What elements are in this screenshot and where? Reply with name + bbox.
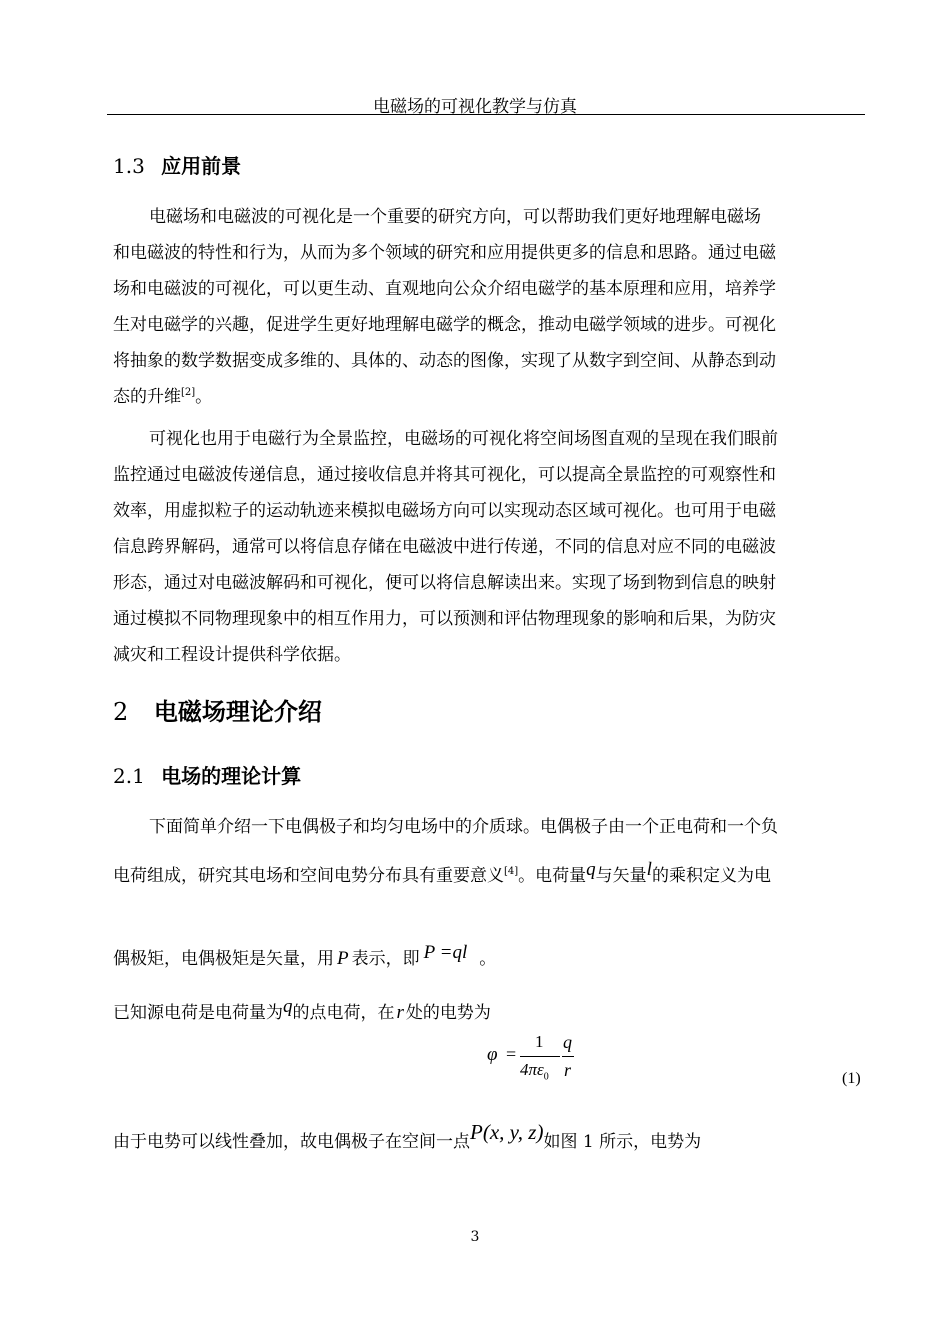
text-line: 效率，用虚拟粒子的运动轨迹来模拟电磁场方向可以实现动态区域可视化。也可用于电磁 [113, 501, 776, 521]
text-line: 形态，通过对电磁波解码和可视化，便可以将信息解读出来。实现了场到物到信息的映射 [113, 573, 776, 593]
text: 的乘积定义为电 [651, 866, 771, 886]
numerator-1: 1 [535, 1032, 544, 1051]
math-q: q [283, 996, 293, 1017]
text: 表示，即 [351, 949, 420, 969]
text: 与矢量 [595, 866, 647, 886]
text-line: 减灾和工程设计提供科学依据。 [113, 645, 351, 665]
math-r: r [396, 1002, 404, 1023]
text-line: 将抽象的数学数据变成多维的、具体的、动态的图像，实现了从数字到空间、从静态到动 [113, 351, 776, 371]
text: 由于电势可以线性叠加，故电偶极子在空间一点 [113, 1132, 470, 1152]
text-line: 场和电磁波的可视化，可以更生动、直观地向公众介绍电磁学的基本原理和应用，培养学 [113, 279, 776, 299]
text-line: 生对电磁学的兴趣，促进学生更好地理解电磁学的概念，推动电磁学领域的进步。可视化 [113, 315, 776, 335]
text-line-last [113, 382, 212, 407]
text: 处的电势为 [405, 1003, 491, 1023]
text: 如图 1 所示，电势为 [543, 1132, 702, 1152]
math-point-P: P(x, y, z) [470, 1120, 544, 1144]
paragraph-4 [113, 998, 491, 1024]
denominator-r: r [564, 1060, 572, 1080]
text: 的点电荷，在 [292, 1003, 395, 1023]
section-title: 电场的理论计算 [161, 764, 302, 788]
text-line: 电磁场和电磁波的可视化是一个重要的研究方向，可以帮助我们更好地理解电磁场 [149, 207, 761, 227]
text: 态的升维 [113, 387, 181, 407]
phi-symbol: φ [487, 1044, 498, 1065]
text-line: 下面简单介绍一下电偶极子和均匀电场中的介质球。电偶极子由一个正电荷和一个负 [149, 817, 778, 837]
text: 已知源电荷是电荷量为 [113, 1003, 283, 1023]
text: 电荷组成，研究其电场和空间电势分布具有重要意义 [113, 866, 504, 886]
text: 。电荷量 [518, 866, 587, 886]
equation-label: (1) [842, 1070, 861, 1087]
text-line [113, 861, 771, 887]
section-title: 应用前景 [161, 154, 242, 178]
header-rule [107, 114, 865, 115]
formula-1 [484, 1032, 594, 1088]
text-line: 可视化也用于电磁行为全景监控，电磁场的可视化将空间场图直观的呈现在我们眼前 [149, 429, 778, 449]
math-P: P [337, 948, 349, 969]
numerator-q: q [563, 1032, 572, 1052]
math-l: l [646, 859, 652, 880]
fraction-bar [520, 1056, 560, 1057]
text: 。 [195, 387, 213, 407]
text-line: 监控通过电磁波传递信息，通过接收信息并将其可视化，可以提高全景监控的可观察性和 [113, 465, 776, 485]
section-heading-2-1 [113, 760, 301, 789]
math-q: q [586, 859, 596, 880]
text-line: 信息跨界解码，通常可以将信息存储在电磁波中进行传递，不同的信息对应不同的电磁波 [113, 537, 776, 557]
paragraph-5 [113, 1120, 702, 1153]
subscript-zero: 0 [543, 1071, 549, 1083]
equals-sign: = [506, 1044, 517, 1064]
section-number: 2.1 [113, 764, 145, 788]
math-equation-P-ql: P =ql [423, 942, 468, 963]
text: 偶极矩，电偶极矩是矢量，用 [113, 949, 334, 969]
text-line: 通过模拟不同物理现象中的相互作用力，可以预测和评估物理现象的影响和后果，为防灾 [113, 609, 776, 629]
text: 。 [479, 949, 497, 969]
denominator-1 [520, 1060, 549, 1082]
chapter-title: 电磁场理论介绍 [153, 698, 322, 726]
text: 4πε [520, 1060, 544, 1079]
text-line: 和电磁波的特性和行为，从而为多个领域的研究和应用提供更多的信息和思路。通过电磁 [113, 243, 776, 263]
section-number: 1.3 [113, 154, 145, 178]
text-line [113, 944, 496, 970]
fraction-bar [562, 1056, 574, 1057]
citation-ref: [4] [504, 866, 519, 877]
citation-ref: [2] [181, 387, 196, 398]
section-heading-1-3 [113, 150, 241, 179]
chapter-number: 2 [113, 698, 129, 726]
running-header: 电磁场的可视化教学与仿真 [373, 97, 577, 117]
chapter-heading-2 [113, 692, 322, 727]
page-number: 3 [470, 1229, 480, 1245]
